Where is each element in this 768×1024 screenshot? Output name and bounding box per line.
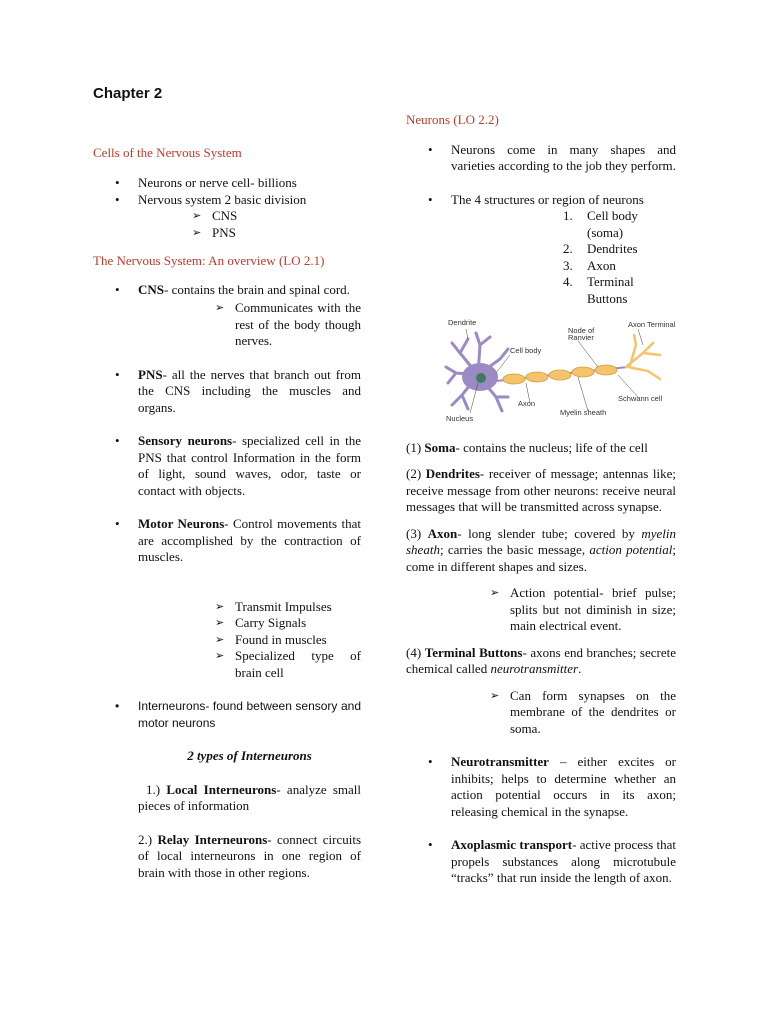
- list-item: • Nervous system 2 basic division: [93, 192, 361, 209]
- label-myelin: Myelin sheath: [560, 408, 607, 417]
- label-node-2: Ranvier: [568, 333, 594, 342]
- label-dendrite: Dendrite: [448, 318, 477, 327]
- list-item: ➢ Action potential- brief pulse; splits but not diminish in size; main electrical event.: [490, 585, 676, 635]
- axon-terminal-drawing: [626, 335, 660, 379]
- cells-heading: Cells of the Nervous System: [93, 144, 242, 160]
- cells-list: [93, 175, 361, 208]
- sensory-term: Sensory neurons: [138, 433, 233, 448]
- cns-sub-list: [215, 300, 361, 350]
- neurons-list: [406, 142, 676, 209]
- label-axon-terminal: Axon Terminal: [628, 320, 676, 329]
- list-item: ➢ Can form synapses on the membrane of the dendrites or soma.: [490, 688, 676, 738]
- list-item: • Neurotransmitter – either excites or inhibits; helps to determine whether an action potential occurs in its axon; releasing chemical in the synapse.: [406, 754, 676, 820]
- list-item: • The 4 structures or region of neurons: [406, 192, 676, 209]
- neuron-types-list: [93, 367, 361, 566]
- list-item: • Sensory neurons- specialized cell in the PNS that control Information in the form of light, sound waves, odor, taste or contact with objects.: [93, 433, 361, 499]
- list-item: • Neurons come in many shapes and varieties according to the job they perform.: [406, 142, 676, 175]
- interneurons-list: [93, 698, 361, 731]
- structures-list: [406, 208, 676, 307]
- list-item: • Neurons or nerve cell- billions: [93, 175, 361, 192]
- list-item: Cell body (soma): [587, 208, 638, 240]
- local-interneurons: 1.) Local Interneurons- analyze small pieces of information: [138, 781, 362, 813]
- label-schwann: Schwann cell: [618, 394, 663, 403]
- terminal-definition: (4) Terminal Buttons- axons end branches; secrete chemical called neurotransmitter.: [406, 644, 677, 676]
- overview-heading: The Nervous System: An overview (LO 2.1): [93, 253, 325, 268]
- transport-list: [406, 754, 676, 887]
- types-heading: 2 types of Interneurons: [187, 748, 312, 763]
- myelin-segments: [503, 365, 617, 384]
- list-item: Dendrites: [587, 241, 638, 256]
- list-item: • Motor Neurons- Control movements that are accomplished by the contraction of muscles.: [93, 516, 361, 566]
- chapter-title: Chapter 2: [93, 85, 163, 102]
- left-column: [93, 86, 361, 881]
- pns-term: PNS: [138, 366, 163, 382]
- list-item: ➢ Carry Signals: [215, 615, 361, 632]
- neurons-heading: Neurons (LO 2.2): [406, 112, 499, 127]
- list-item: • CNS- contains the brain and spinal cord.: [93, 282, 361, 299]
- list-item: Terminal Buttons: [587, 274, 634, 306]
- list-item: • Axoplasmic transport- active process that propels substances along microtubule “tracks” that run inside the length of axon.: [406, 837, 676, 887]
- axoplasmic-term: Axoplasmic transport: [451, 837, 573, 852]
- axon-definition: (3) Axon- long slender tube; covered by myelin sheath; carries the basic message, action potential; come in different shapes and sizes.: [406, 525, 676, 574]
- list-item: Axon: [587, 257, 616, 273]
- cns-term: CNS: [138, 281, 165, 297]
- list-item: ➢ Transmit Impulses: [215, 599, 361, 616]
- list-item: ➢ PNS: [192, 225, 361, 242]
- list-item: ➢ CNS: [192, 208, 361, 225]
- terminal-sub-list: [490, 688, 676, 738]
- soma-definition: (1) Soma- contains the nucleus; life of the cell: [406, 439, 648, 455]
- list-item: ➢ Communicates with the rest of the body though nerves.: [215, 300, 361, 350]
- label-axon: Axon: [518, 399, 536, 408]
- list-item: ➢ Found in muscles: [215, 632, 361, 649]
- neurotransmitter-term: Neurotransmitter: [451, 754, 549, 769]
- list-item: • Interneurons- found between sensory and motor neurons: [93, 698, 361, 731]
- label-node-1: Node of: [568, 326, 595, 335]
- overview-list: [93, 282, 361, 299]
- right-column: [406, 112, 676, 887]
- motor-term: Motor Neurons: [138, 516, 225, 531]
- nucleus-shape: [476, 373, 486, 383]
- list-item: • PNS- all the nerves that branch out from the CNS including the muscles and organs.: [93, 367, 361, 417]
- label-cell-body: Cell body: [510, 346, 542, 355]
- list-item: ➢ Specialized type of brain cell: [215, 648, 361, 681]
- axon-sub-list: [490, 585, 676, 635]
- relay-interneurons: 2.) Relay Interneurons- connect circuits of local interneurons in one region of brain with those in other regions.: [138, 831, 362, 880]
- divisions-list: [192, 208, 361, 241]
- motor-points-list: [215, 599, 361, 682]
- neuron-diagram: [438, 315, 678, 425]
- dendrites-definition: (2) Dendrites- receiver of message; antennas like; receive message from other neurons: receive neural messages that will be transmitted across synapse.: [406, 466, 677, 514]
- label-nucleus: Nucleus: [446, 414, 474, 423]
